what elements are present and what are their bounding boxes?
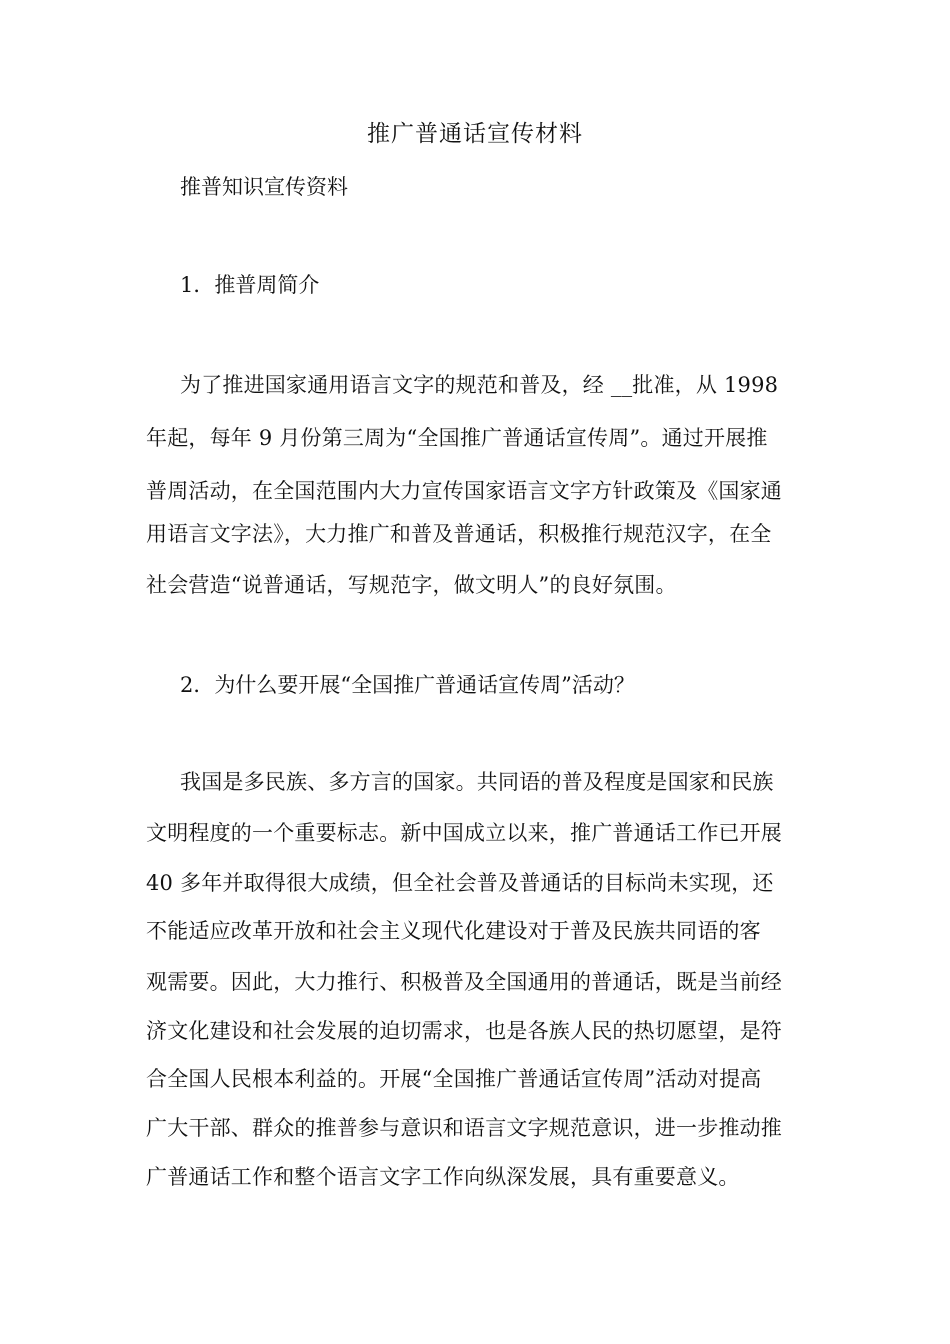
paragraph-line: 不能适应改革开放和社会主义现代化建设对于普及民族共同语的客 bbox=[146, 919, 761, 943]
paragraph-line: 用语言文字法》，大力推广和普及普通话，积极推行规范汉字，在全 bbox=[146, 522, 772, 546]
paragraph-line: 年起，每年 9 月份第三周为“全国推广普通话宣传周”。通过开展推 bbox=[146, 426, 768, 450]
document-subtitle: 推普知识宣传资料 bbox=[180, 175, 348, 199]
document-title: 推广普通话宣传材料 bbox=[367, 121, 583, 147]
paragraph-line: 为了推进国家通用语言文字的规范和普及，经 __批准，从 1998 bbox=[180, 373, 779, 397]
paragraph-line: 普周活动，在全国范围内大力宣传国家语言文字方针政策及《国家通 bbox=[146, 479, 782, 503]
paragraph-line: 文明程度的一个重要标志。新中国成立以来，推广普通话工作已开展 bbox=[146, 821, 782, 845]
paragraph-line: 观需要。因此，大力推行、积极普及全国通用的普通话，既是当前经 bbox=[146, 970, 782, 994]
section-heading: 1．推普周简介 bbox=[180, 273, 320, 297]
paragraph-line: 40 多年并取得很大成绩，但全社会普及普通话的目标尚未实现，还 bbox=[146, 871, 774, 895]
paragraph-line: 合全国人民根本利益的。开展“全国推广普通话宣传周”活动对提高 bbox=[146, 1067, 762, 1091]
paragraph-line: 济文化建设和社会发展的迫切需求，也是各族人民的热切愿望，是符 bbox=[146, 1019, 782, 1043]
paragraph-line: 广大干部、群众的推普参与意识和语言文字规范意识，进一步推动推 bbox=[146, 1116, 782, 1140]
paragraph-line: 广普通话工作和整个语言文字工作向纵深发展，具有重要意义。 bbox=[146, 1165, 740, 1189]
section-heading: 2．为什么要开展“全国推广普通话宣传周”活动？ bbox=[180, 673, 635, 697]
paragraph-line: 社会营造“说普通话，写规范字，做文明人”的良好氛围。 bbox=[146, 573, 677, 597]
paragraph-line: 我国是多民族、多方言的国家。共同语的普及程度是国家和民族 bbox=[180, 770, 774, 794]
